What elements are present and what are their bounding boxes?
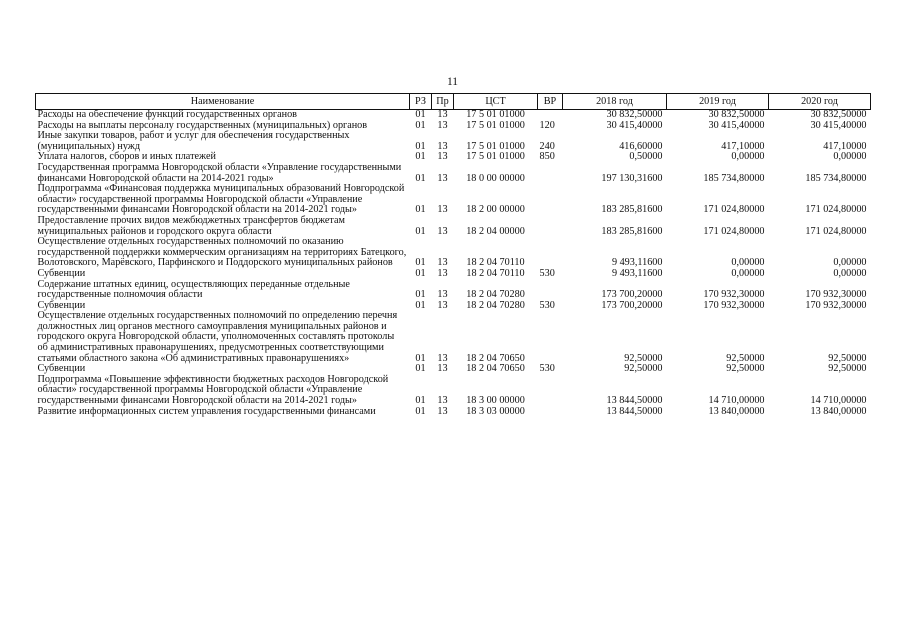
row-2019: 30 832,50000: [708, 109, 765, 120]
row-vr: [538, 280, 563, 301]
header-cst: ЦСТ: [454, 94, 538, 110]
row-cst: 17 5 01 01000: [466, 140, 525, 152]
table-row: [36, 375, 871, 407]
header-2018: 2018 год: [563, 94, 667, 110]
row-rz: 01: [415, 257, 426, 269]
row-2020: 170 932,30000: [805, 289, 867, 301]
table-row: [36, 311, 871, 364]
row-name: Осуществление отдельных государственных полномочий по оказанию государственной поддержки коммерческим организациям на территориях Батецкого, Волотовского, Марёвского, Парфинского и Поддорского муниципальных районов: [37, 236, 407, 269]
row-2020: 171 024,80000: [805, 204, 867, 216]
row-2019: 30 415,40000: [708, 119, 765, 131]
row-2020: 30 832,50000: [810, 109, 867, 120]
row-pr: 13: [437, 267, 448, 279]
row-pr: 13: [437, 352, 448, 364]
row-rz: 01: [415, 352, 426, 364]
row-2020: 13 840,00000: [810, 405, 867, 417]
row-pr: 13: [437, 109, 448, 120]
table-row: [36, 216, 871, 237]
row-name: Субвенции: [37, 267, 86, 279]
row-name: Субвенции: [37, 299, 86, 311]
row-vr: [538, 375, 563, 407]
row-pr: 13: [437, 395, 448, 407]
row-vr: 850: [539, 151, 555, 163]
row-2019: 13 840,00000: [708, 405, 765, 417]
row-pr: 13: [437, 225, 448, 237]
header-pr: Пр: [432, 94, 454, 110]
table-row: [36, 163, 871, 184]
row-name: Расходы на обеспечение функций государственных органов: [37, 109, 297, 120]
table-row: [36, 237, 871, 269]
row-vr: [538, 311, 563, 364]
row-2018: 92,50000: [624, 363, 663, 375]
row-name: Предоставление прочих видов межбюджетных трансфертов бюджетам муниципальных районов и городского округа области: [37, 214, 345, 237]
row-cst: 17 5 01 01000: [466, 151, 525, 163]
row-2018: 30 832,50000: [606, 109, 663, 120]
row-rz: 01: [415, 363, 426, 375]
row-2019: 92,50000: [726, 363, 765, 375]
row-2020: 185 734,80000: [805, 172, 867, 184]
row-cst: 17 5 01 01000: [466, 119, 525, 131]
row-vr: 530: [539, 363, 555, 375]
row-name: Субвенции: [37, 363, 86, 375]
table-row: [36, 280, 871, 301]
row-name: Подпрограмма «Повышение эффективности бюджетных расходов Новгородской области» государственной программы Новгородской области «Управление государственными финансами Новгородской области на 2014-2021 годы»: [37, 373, 389, 407]
row-name: Расходы на выплаты персоналу государственных (муниципальных) органов: [37, 119, 368, 131]
row-pr: 13: [437, 257, 448, 269]
row-rz: 01: [415, 289, 426, 301]
row-cst: 18 2 04 70280: [466, 289, 525, 301]
row-cst: 18 2 00 00000: [466, 204, 525, 216]
page-number: 11: [446, 76, 459, 88]
row-vr: [538, 407, 563, 418]
header-rz: РЗ: [410, 94, 432, 110]
row-pr: 13: [437, 289, 448, 301]
row-2018: 416,60000: [619, 140, 663, 152]
row-vr: [538, 163, 563, 184]
row-rz: 01: [415, 299, 426, 311]
row-cst: 17 5 01 01000: [466, 109, 525, 120]
row-2018: 183 285,81600: [601, 204, 663, 216]
row-vr: 120: [539, 119, 555, 131]
row-cst: 18 2 04 70280: [466, 299, 525, 311]
row-2019: 170 932,30000: [703, 289, 765, 301]
row-vr: 240: [539, 140, 555, 152]
row-2018: 9 493,11600: [611, 267, 663, 279]
row-name: Иные закупки товаров, работ и услуг для обеспечения государственных (муниципальных) нужд: [37, 130, 350, 152]
row-pr: 13: [437, 299, 448, 311]
row-2018: 173 700,20000: [601, 299, 663, 311]
row-vr: [538, 237, 563, 269]
table-row: [36, 110, 871, 121]
row-2020: 14 710,00000: [810, 395, 867, 407]
row-2018: 0,50000: [629, 151, 663, 163]
row-pr: 13: [437, 172, 448, 184]
row-name: Развитие информационных систем управления государственными финансами: [37, 405, 376, 417]
budget-table: [35, 93, 871, 417]
row-2019: 0,00000: [731, 267, 765, 279]
row-2020: 417,10000: [823, 140, 867, 152]
header-2020: 2020 год: [769, 94, 871, 110]
row-2019: 185 734,80000: [703, 172, 765, 184]
table-row: [36, 131, 871, 152]
row-2019: 0,00000: [731, 151, 765, 163]
row-vr: [538, 184, 563, 216]
row-pr: 13: [437, 405, 448, 417]
row-rz: 01: [415, 405, 426, 417]
row-2019: 171 024,80000: [703, 225, 765, 237]
row-vr: [538, 110, 563, 121]
row-2020: 0,00000: [833, 267, 867, 279]
row-2018: 13 844,50000: [606, 405, 663, 417]
row-rz: 01: [415, 204, 426, 216]
row-vr: 530: [539, 267, 555, 279]
row-2018: 92,50000: [624, 352, 663, 364]
row-name: Содержание штатных единиц, осуществляющих переданные отдельные государственные полномочия области: [37, 278, 350, 301]
row-rz: 01: [415, 119, 426, 131]
row-2020: 92,50000: [828, 352, 867, 364]
row-cst: 18 3 03 00000: [466, 405, 525, 417]
row-2019: 417,10000: [721, 140, 765, 152]
row-rz: 01: [415, 225, 426, 237]
row-pr: 13: [437, 119, 448, 131]
row-rz: 01: [415, 140, 426, 152]
row-2018: 173 700,20000: [601, 289, 663, 301]
row-name: Подпрограмма «Финансовая поддержка муниципальных образований Новгородской области» государственной программы Новгородской области «Управление государственными финансами Новгородской области на 2014-2021 годы»: [37, 183, 405, 216]
table-row: [36, 184, 871, 216]
row-rz: 01: [415, 109, 426, 120]
row-pr: 13: [437, 151, 448, 163]
row-cst: 18 3 00 00000: [466, 395, 525, 407]
row-rz: 01: [415, 267, 426, 279]
row-rz: 01: [415, 395, 426, 407]
row-2020: 0,00000: [833, 257, 867, 269]
row-2019: 14 710,00000: [708, 395, 765, 407]
row-cst: 18 2 04 70650: [466, 363, 525, 375]
row-2020: 30 415,40000: [810, 119, 867, 131]
row-2020: 170 932,30000: [805, 299, 867, 311]
row-pr: 13: [437, 140, 448, 152]
row-2020: 92,50000: [828, 363, 867, 375]
row-2020: 0,00000: [833, 151, 867, 163]
row-rz: 01: [415, 172, 426, 184]
row-cst: 18 2 04 70650: [466, 352, 525, 364]
row-cst: 18 0 00 00000: [466, 172, 525, 184]
row-name: Уплата налогов, сборов и иных платежей: [37, 151, 216, 163]
row-cst: 18 2 04 70110: [466, 267, 525, 279]
row-2020: 171 024,80000: [805, 225, 867, 237]
row-cst: 18 2 04 00000: [466, 225, 525, 237]
row-name: Государственная программа Новгородской области «Управление государственными финансами Новгородской области на 2014-2021 годы»: [37, 161, 402, 184]
row-2018: 9 493,11600: [611, 257, 663, 269]
row-vr: 530: [539, 299, 555, 311]
header-2019: 2019 год: [667, 94, 769, 110]
row-2018: 30 415,40000: [606, 119, 663, 131]
row-2018: 197 130,31600: [601, 172, 663, 184]
row-rz: 01: [415, 151, 426, 163]
row-name: Осуществление отдельных государственных полномочий по определению перечня должностных лиц органов местного самоуправления муниципальных районов и городского округа Новгородской области, уполномоченных составлять протоколы об административных правонарушениях, предусмотренных соответствующими статьями областного закона «Об административных правонарушениях»: [37, 310, 398, 364]
row-vr: [538, 216, 563, 237]
table-header-row: [36, 94, 871, 110]
row-cst: 18 2 04 70110: [466, 257, 525, 269]
row-2019: 0,00000: [731, 257, 765, 269]
table-row: [36, 407, 871, 418]
row-2018: 183 285,81600: [601, 225, 663, 237]
table-row: [36, 269, 871, 280]
header-name: Наименование: [36, 94, 410, 110]
header-vr: ВР: [538, 94, 563, 110]
row-2019: 170 932,30000: [703, 299, 765, 311]
row-pr: 13: [437, 204, 448, 216]
row-pr: 13: [437, 363, 448, 375]
row-2019: 92,50000: [726, 352, 765, 364]
row-2019: 171 024,80000: [703, 204, 765, 216]
row-2018: 13 844,50000: [606, 395, 663, 407]
